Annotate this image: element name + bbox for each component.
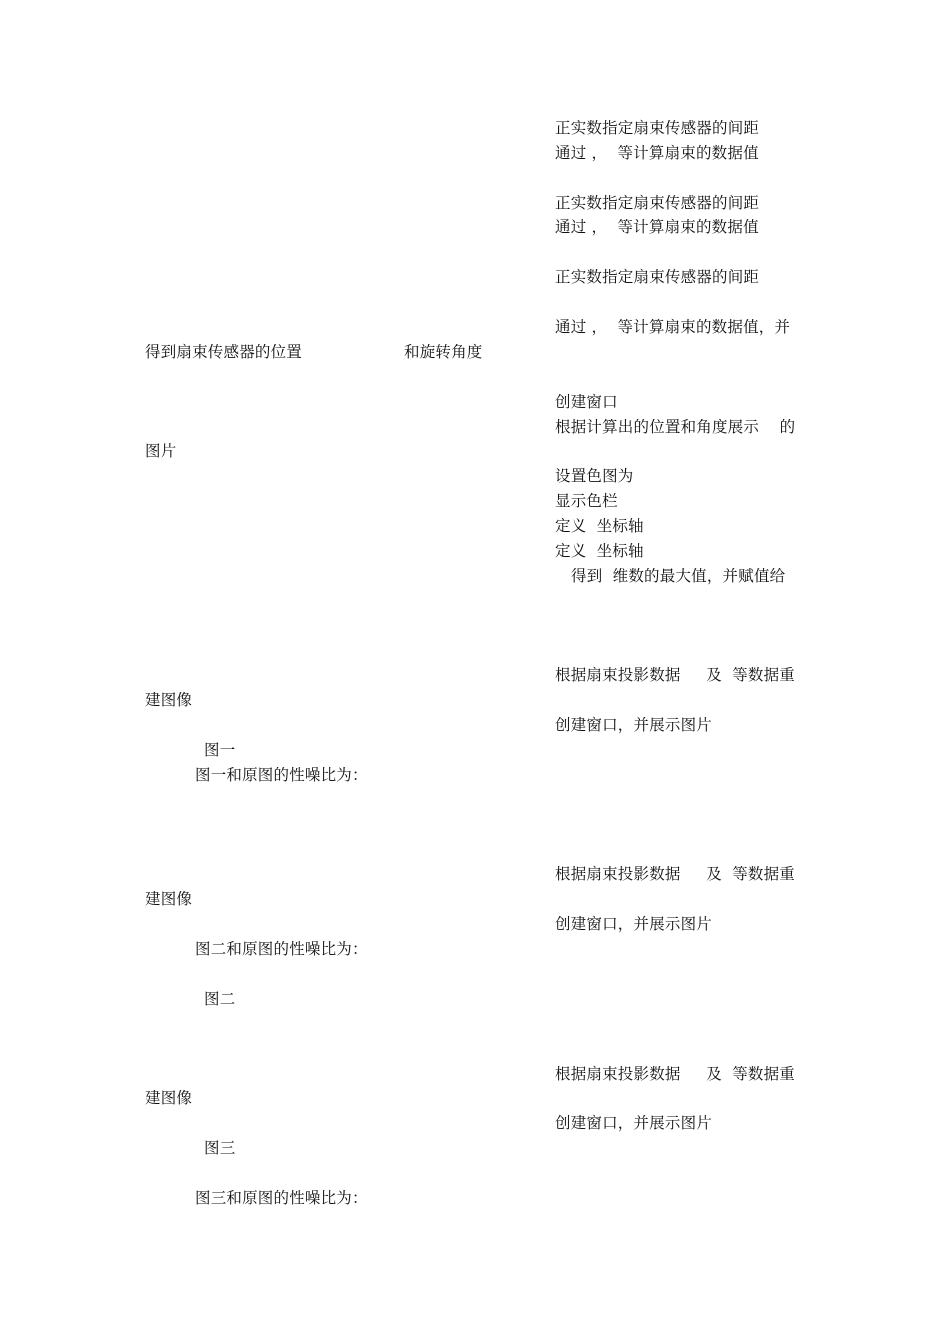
figure-2-snr-text: 图二和原图的性噪比为： — [195, 940, 368, 958]
rotation-angle-label: 和旋转角度 — [404, 343, 483, 361]
figure-3-caption: 图三 — [204, 1139, 236, 1157]
fan-data-compute-line: 通过 ， 等计算扇束的数据值 — [555, 144, 759, 162]
define-axis-line: 定义 坐标轴 — [555, 517, 644, 535]
define-axis-line: 定义 坐标轴 — [555, 542, 644, 560]
rebuild-image-label: 建图像 — [145, 691, 193, 709]
image-label: 图片 — [145, 442, 177, 460]
rebuild-image-label: 建图像 — [145, 890, 193, 908]
display-by-position-line: 根据计算出的位置和角度展示 的 — [555, 418, 796, 436]
set-colormap-line: 设置色图为 — [555, 467, 634, 485]
create-window-line: 创建窗口 — [555, 393, 618, 411]
figure-1-caption: 图一 — [204, 741, 236, 759]
figure-2-caption: 图二 — [204, 990, 236, 1008]
rebuild-from-projection-line: 根据扇束投影数据 及 等数据重 — [555, 865, 795, 883]
create-window-show-image-line: 创建窗口，并展示图片 — [555, 915, 713, 933]
fan-sensor-spacing-line: 正实数指定扇束传感器的间距 — [555, 119, 760, 137]
rebuild-image-label: 建图像 — [145, 1089, 193, 1107]
fan-sensor-spacing-line: 正实数指定扇束传感器的间距 — [555, 194, 760, 212]
sensor-position-label: 得到扇束传感器的位置 — [145, 343, 303, 361]
create-window-show-image-line: 创建窗口，并展示图片 — [555, 1114, 713, 1132]
fan-data-compute-line: 通过 ， 等计算扇束的数据值 — [555, 218, 759, 236]
figure-3-snr-text: 图三和原图的性噪比为： — [195, 1189, 368, 1207]
rebuild-from-projection-line: 根据扇束投影数据 及 等数据重 — [555, 1065, 795, 1083]
show-colorbar-line: 显示色栏 — [555, 492, 618, 510]
rebuild-from-projection-line: 根据扇束投影数据 及 等数据重 — [555, 666, 795, 684]
create-window-show-image-line: 创建窗口，并展示图片 — [555, 716, 713, 734]
max-dimension-line: 得到 维数的最大值，并赋值给 — [571, 567, 786, 585]
fan-data-compute-line: 通过 ， 等计算扇束的数据值，并 — [555, 318, 791, 336]
figure-1-snr-text: 图一和原图的性噪比为： — [195, 766, 368, 784]
fan-sensor-spacing-line: 正实数指定扇束传感器的间距 — [555, 268, 760, 286]
